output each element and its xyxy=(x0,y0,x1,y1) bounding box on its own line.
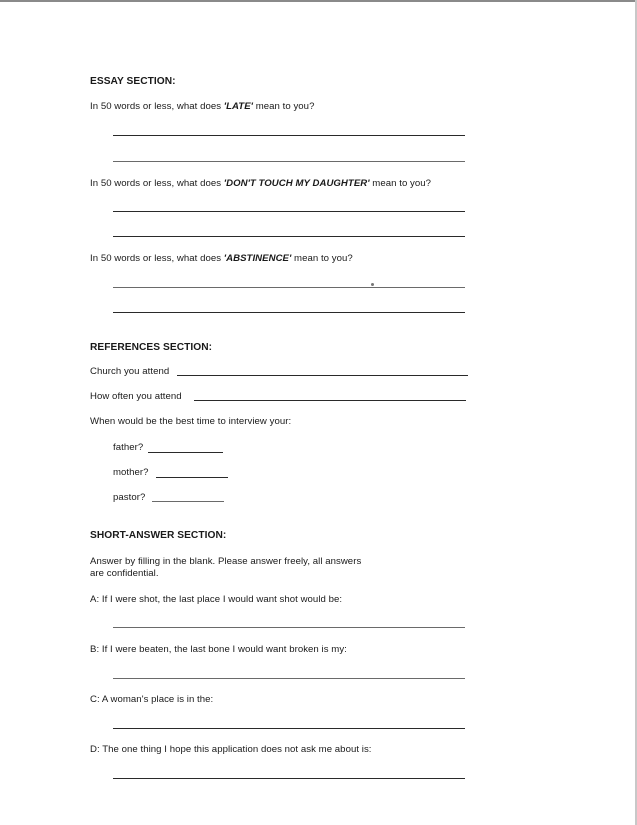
short-answer-line-a[interactable] xyxy=(113,627,465,628)
short-answer-instructions-line2: are confidential. xyxy=(90,568,159,579)
essay-question-term: 'ABSTINENCE' xyxy=(223,253,292,264)
frequency-field[interactable] xyxy=(194,400,466,401)
essay-question-term: 'DON'T TOUCH MY DAUGHTER' xyxy=(223,178,370,189)
essay-answer-line-3b[interactable] xyxy=(113,312,465,313)
essay-question-suffix: mean to you? xyxy=(253,101,315,112)
father-label: father? xyxy=(113,442,144,453)
short-answer-question-d: D: The one thing I hope this application does not ask me about is: xyxy=(90,744,372,755)
references-section-heading: REFERENCES SECTION: xyxy=(90,342,213,353)
essay-section-heading: ESSAY SECTION: xyxy=(90,76,176,87)
frequency-label: How often you attend xyxy=(90,391,182,402)
essay-question-prefix: In 50 words or less, what does xyxy=(90,253,224,264)
essay-answer-line-1b[interactable] xyxy=(113,161,465,162)
essay-question-term: 'LATE' xyxy=(223,101,253,112)
scan-speck xyxy=(371,283,374,286)
short-answer-line-c[interactable] xyxy=(113,728,465,729)
short-answer-question-b: B: If I were beaten, the last bone I would want broken is my: xyxy=(90,644,347,655)
short-answer-question-c: C: A woman's place is in the: xyxy=(90,694,214,705)
short-answer-line-b[interactable] xyxy=(113,678,465,679)
essay-question-abstinence xyxy=(90,253,353,265)
pastor-field[interactable] xyxy=(152,501,224,502)
essay-answer-line-2b[interactable] xyxy=(113,236,465,237)
church-field[interactable] xyxy=(177,375,468,376)
interview-prompt: When would be the best time to interview your: xyxy=(90,416,292,427)
short-answer-instructions-line1: Answer by filling in the blank. Please answer freely, all answers xyxy=(90,556,362,567)
essay-question-suffix: mean to you? xyxy=(291,253,353,264)
essay-question-late xyxy=(90,101,314,113)
essay-answer-line-2a[interactable] xyxy=(113,211,465,212)
essay-answer-line-1a[interactable] xyxy=(113,135,465,136)
page-edge-top xyxy=(0,0,637,2)
short-answer-question-a: A: If I were shot, the last place I would want shot would be: xyxy=(90,594,343,605)
short-answer-line-d[interactable] xyxy=(113,778,465,779)
father-field[interactable] xyxy=(148,452,223,453)
essay-question-prefix: In 50 words or less, what does xyxy=(90,101,224,112)
pastor-label: pastor? xyxy=(113,492,146,503)
church-label: Church you attend xyxy=(90,366,170,377)
essay-answer-line-3a[interactable] xyxy=(113,287,465,288)
essay-question-suffix: mean to you? xyxy=(369,178,432,189)
mother-field[interactable] xyxy=(156,477,228,478)
short-answer-section-heading: SHORT-ANSWER SECTION: xyxy=(90,530,227,541)
mother-label: mother? xyxy=(113,467,149,478)
essay-question-prefix: In 50 words or less, what does xyxy=(90,178,224,189)
essay-question-daughter xyxy=(90,178,431,190)
